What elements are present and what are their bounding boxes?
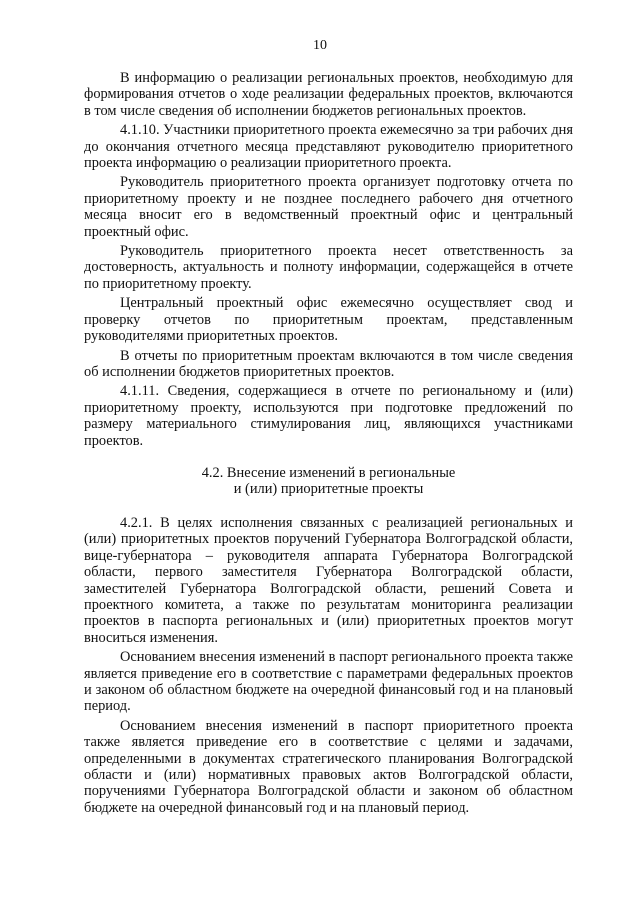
paragraph: 4.2.1. В целях исполнения связанных с реализацией региональных и (или) приоритетных проектов поручений Губернатора Волгоградской области, вице-губернатора – руководителя аппарата Губернатора Волгоградской области, первого заместителя Губернатора Волгоградской области, заместителей Губернатора Волгоградской области, решений Совета и проектного комитета, а также по результатам мониторинга реализации проектов в паспорта региональных и (или) приоритетных проектов могут вноситься изменения. [84, 514, 573, 646]
section-heading [84, 465, 573, 497]
paragraph: Центральный проектный офис ежемесячно осуществляет свод и проверку отчетов по приоритетным проектам, представленным руководителями приоритетных проектов. [84, 295, 573, 345]
paragraph: 4.1.11. Сведения, содержащиеся в отчете по региональному и (или) приоритетному проекту, используются при подготовке предложений по размеру материального стимулирования лиц, являющихся участниками проектов. [84, 383, 573, 449]
paragraph: Основанием внесения изменений в паспорт регионального проекта также является приведение его в соответствие с параметрами федеральных проектов и законом об областном бюджете на очередной финансовый год и на плановый период. [84, 649, 573, 715]
section-heading-line: и (или) приоритетные проекты [233, 480, 424, 497]
paragraph: Руководитель приоритетного проекта несет ответственность за достоверность, актуальность и полноту информации, содержащейся в отчете по приоритетному проекту. [84, 243, 573, 292]
document-body [84, 70, 573, 819]
paragraph: 4.1.10. Участники приоритетного проекта ежемесячно за три рабочих дня до окончания отчетного месяца представляют руководителю приоритетного проекта информацию о реализации приоритетного проекта. [84, 122, 573, 172]
paragraph: Основанием внесения изменений в паспорт приоритетного проекта также является приведение его в соответствие с целями и задачами, определенными в документах стратегического планирования Волгоградской области и (или) нормативных правовых актов Волгоградской области, поручениями Губернатора Волгоградской области и законом об областном бюджете на очередной финансовый год и на плановый период. [84, 717, 573, 816]
paragraph: В отчеты по приоритетным проектам включаются в том числе сведения об исполнении бюджетов приоритетных проектов. [84, 347, 573, 380]
section-heading-line: 4.2. Внесение изменений в региональные [201, 464, 456, 481]
page-number: 10 [313, 38, 327, 53]
paragraph: В информацию о реализации региональных проектов, необходимую для формирования отчетов о ходе реализации федеральных проектов, включаются в том числе сведения об исполнении бюджетов региональных проектов. [84, 70, 573, 119]
paragraph: Руководитель приоритетного проекта организует подготовку отчета по приоритетному проекту и не позднее последнего рабочего дня отчетного месяца вносит его в ведомственный проектный офис и центральный проектный офис. [84, 174, 573, 240]
